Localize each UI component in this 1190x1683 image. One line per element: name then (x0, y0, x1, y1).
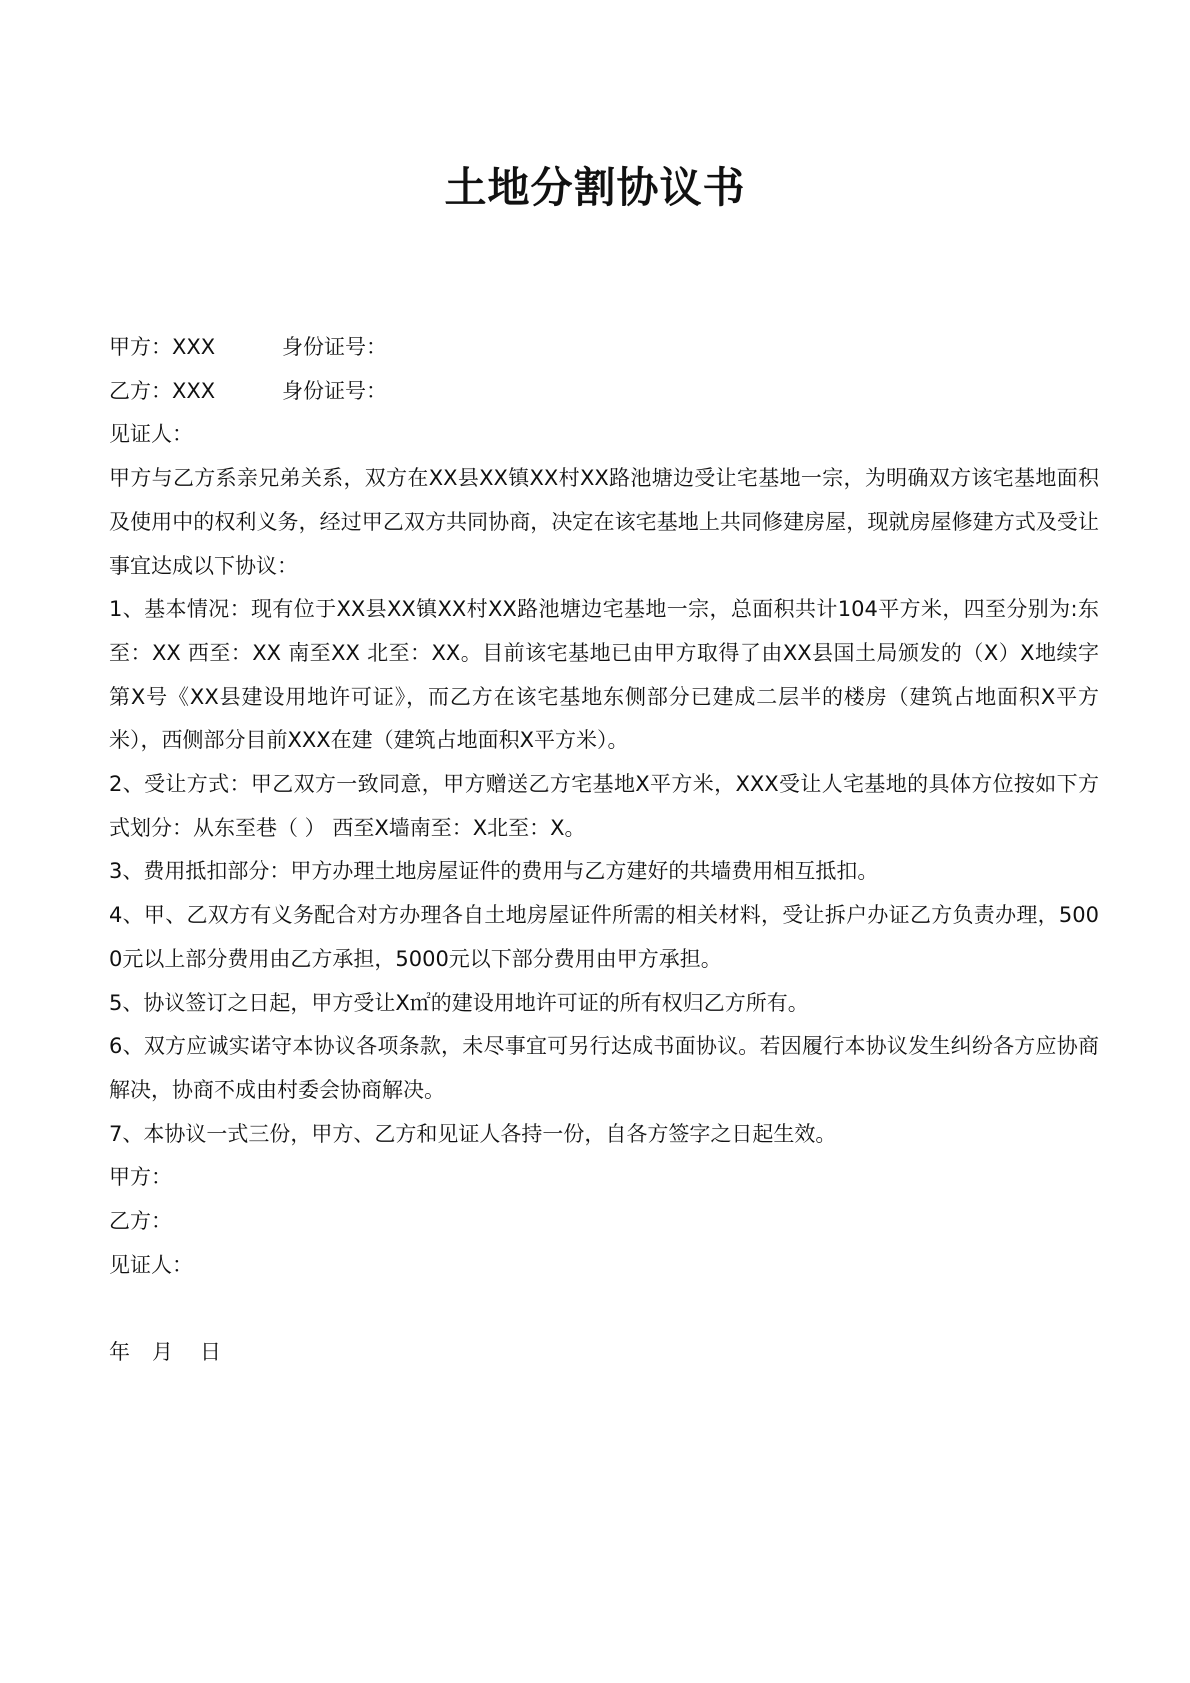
date-month: 月 (152, 1340, 173, 1365)
party-b-id-label: 身份证号： (282, 378, 387, 403)
date-spacer (109, 1287, 1099, 1331)
date-year: 年 (109, 1340, 130, 1365)
signature-witness: 见证人： (109, 1252, 193, 1277)
document-title: 土地分割协议书 (444, 163, 746, 212)
clause-7: 7、本协议一式三份，甲方、乙方和见证人各持一份，自各方签字之日起生效。 (109, 1121, 837, 1146)
signature-party-a: 甲方： (109, 1165, 172, 1190)
party-a-label: 甲方：XXX (109, 335, 216, 359)
signature-party-b: 乙方： (109, 1209, 172, 1234)
party-b-line (109, 370, 1099, 414)
party-a-id-label: 身份证号： (282, 335, 387, 359)
clause-4: 4、甲、乙双方有义务配合对方办理各自土地房屋证件所需的相关材料，受让拆户办证乙方负责办理，5000元以上部分费用由乙方承担，5000元以下部分费用由甲方承担。 (109, 903, 1099, 971)
document-body (109, 326, 1099, 1375)
witness-line: 见证人： (109, 422, 193, 447)
clause-2: 2、受让方式：甲乙双方一致同意，甲方赠送乙方宅基地X平方米，XXX受让人宅基地的具体方位按如下方式划分：从东至巷（ ） 西至X墙南至：X北至：X。 (109, 772, 1099, 840)
clause-6: 6、双方应诚实诺守本协议各项条款，未尽事宜可另行达成书面协议。若因履行本协议发生纠纷各方应协商解决，协商不成由村委会协商解决。 (109, 1034, 1099, 1102)
party-b-label: 乙方：XXX (109, 378, 216, 403)
clause-5: 5、协议签订之日起，甲方受让X㎡的建设用地许可证的所有权归乙方所有。 (109, 990, 809, 1015)
date-day: 日 (200, 1340, 221, 1365)
intro-paragraph: 甲方与乙方系亲兄弟关系，双方在XX县XX镇XX村XX路池塘边受让宅基地一宗，为明确双方该宅基地面积及使用中的权利义务，经过甲乙双方共同协商，决定在该宅基地上共同修建房屋，现就房屋修建方式及受让事宜达成以下协议： (109, 466, 1099, 578)
clause-3: 3、费用抵扣部分：甲方办理土地房屋证件的费用与乙方建好的共墙费用相互抵扣。 (109, 859, 879, 884)
party-a-line (109, 326, 1099, 370)
date-line (109, 1331, 1099, 1375)
clause-1: 1、基本情况：现有位于XX县XX镇XX村XX路池塘边宅基地一宗，总面积共计104平方米，四至分别为:东至：XX 西至：XX 南至XX 北至：XX。目前该宅基地已由甲方取得了由XX县国土局颁发的（X）X地续字第X号《XX县建设用地许可证》，而乙方在该宅基地东侧部分已建成二层半的楼房（建筑占地面积X平方米），西侧部分目前XXX在建（建筑占地面积X平方米）。 (109, 597, 1099, 753)
